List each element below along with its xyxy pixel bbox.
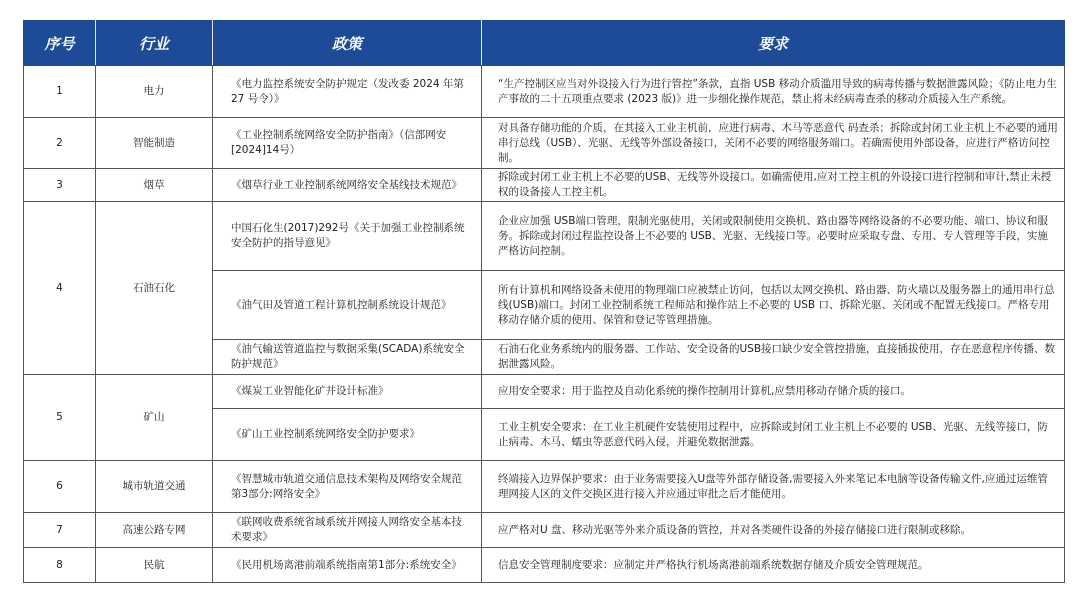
- header-requirement: 要求: [482, 21, 1065, 66]
- table-row: [24, 548, 1065, 583]
- requirement-cell: “生产控制区应当对外设接入行为进行管控”条款，直指 USB 移动介质滥用导致的病毒传播与数据泄露风险；《防止电力生产事故的二十五项重点要求 (2023 版)》进一步细化操作规范，禁止将未经病毒查杀的移动介质接入生产系统。: [482, 66, 1065, 118]
- row-number: 7: [24, 513, 96, 548]
- policy-cell: 《油气输送管道监控与数据采集(SCADA)系统安全防护规范》: [213, 340, 482, 375]
- table-row: [24, 118, 1065, 169]
- requirement-cell: 所有计算机和网络设备未使用的物理端口应被禁止访问，包括以太网交换机、路由器、防火墙以及服务器上的通用串行总线(USB)端口。封闭工业控制系统工程师站和操作站上不必要的 USB 口、拆除光驱、关闭或不配置无线接口。严格专用移动存储介质的使用、保管和登记等管理措施。: [482, 271, 1065, 340]
- table-row: [24, 169, 1065, 202]
- table-row: [24, 375, 1065, 409]
- requirement-cell: 工业主机安全要求：在工业主机硬件安装使用过程中，应拆除或封闭工业主机上不必要的 USB、光驱、无线等接口，防止病毒、木马、蠕虫等恶意代码入侵，并避免数据泄露。: [482, 409, 1065, 461]
- policy-cell: 《电力监控系统安全防护规定（发改委 2024 年第27 号令）》: [213, 66, 482, 118]
- table-row: [24, 66, 1065, 118]
- policy-cell: 《烟草行业工业控制系统网络安全基线技术规范》: [213, 169, 482, 202]
- requirement-cell: 拆除或封闭工业主机上不必要的USB、无线等外设接口。如确需使用,应对工控主机的外设接口进行控制和审计,禁止未授权的设备接人工控主机。: [482, 169, 1065, 202]
- industry-cell: 石油石化: [96, 202, 213, 375]
- row-number: 3: [24, 169, 96, 202]
- row-number: 1: [24, 66, 96, 118]
- policy-cell: 《矿山工业控制系统网络安全防护要求》: [213, 409, 482, 461]
- requirement-cell: 应用安全要求：用于监控及自动化系统的操作控制用计算机,应禁用移动存储介质的接口。: [482, 375, 1065, 409]
- industry-cell: 高速公路专网: [96, 513, 213, 548]
- industry-cell: 烟草: [96, 169, 213, 202]
- policy-cell: 《智慧城市轨道交通信息技术架构及网络安全规范第3部分:网络安全》: [213, 461, 482, 513]
- row-number: 8: [24, 548, 96, 583]
- requirement-cell: 对具备存储功能的介质，在其接入工业主机前，应进行病毒、木马等恶意代 码查杀；拆除或封闭工业主机上不必要的通用串行总线（USB）、光驱、无线等外部设备接口，关闭不必要的网络服务端口。若确需使用外部设备，应进行严格访问控制。: [482, 118, 1065, 169]
- header-industry: 行业: [96, 21, 213, 66]
- header-no: 序号: [24, 21, 96, 66]
- industry-cell: 城市轨道交通: [96, 461, 213, 513]
- industry-cell: 民航: [96, 548, 213, 583]
- industry-cell: 电力: [96, 66, 213, 118]
- policy-cell: 《工业控制系统网络安全防护指南》（信部网安[2024]14号）: [213, 118, 482, 169]
- policy-cell: 中国石化生(2017)292号《关于加强工业控制系统安全防护的指导意见》: [213, 202, 482, 271]
- row-number: 6: [24, 461, 96, 513]
- policy-cell: 《民用机场离港前端系统指南第1部分:系统安全》: [213, 548, 482, 583]
- header-policy: 政策: [213, 21, 482, 66]
- policy-table: [23, 20, 1065, 583]
- policy-cell: 《联网收费系统省域系统并网接人网络安全基本技术要求》: [213, 513, 482, 548]
- requirement-cell: 终端接入边界保护要求：由于业务需要接入U盘等外部存储设备,需要接入外来笔记本电脑等设备传输文件,应通过运维管理网接人区的文件交换区进行接入并应通过审批之后才能使用。: [482, 461, 1065, 513]
- table-row: [24, 202, 1065, 271]
- policy-cell: 《煤炭工业智能化矿井设计标准》: [213, 375, 482, 409]
- requirement-cell: 信息安全管理制度要求：应制定并严格执行机场离港前端系统数据存储及介质安全管理规范。: [482, 548, 1065, 583]
- row-number: 5: [24, 375, 96, 461]
- row-number: 4: [24, 202, 96, 375]
- row-number: 2: [24, 118, 96, 169]
- table-header: [24, 21, 1065, 66]
- table-row: [24, 461, 1065, 513]
- requirement-cell: 石油石化业务系统内的服务器、工作站、安全设备的USB接口缺少安全管控措施，直接插拔使用，存在恶意程序传播、数据泄露风险。: [482, 340, 1065, 375]
- industry-cell: 矿山: [96, 375, 213, 461]
- table-row: [24, 513, 1065, 548]
- requirement-cell: 应严格对U 盘、移动光驱等外来介质设备的管控，并对各类硬件设备的外接存储接口进行限制或移除。: [482, 513, 1065, 548]
- industry-cell: 智能制造: [96, 118, 213, 169]
- requirement-cell: 企业应加强 USB端口管理，限制光驱使用，关闭或限制使用交换机、路由器等网络设备的不必要功能、端口、协议和服务。拆除或封闭过程监控设备上不必要的 USB、光驱、无线接口等。必要时应采取专盘、专用、专人管理等手段，实施严格访问控制。: [482, 202, 1065, 271]
- policy-cell: 《油气田及管道工程计算机控制系统设计规范》: [213, 271, 482, 340]
